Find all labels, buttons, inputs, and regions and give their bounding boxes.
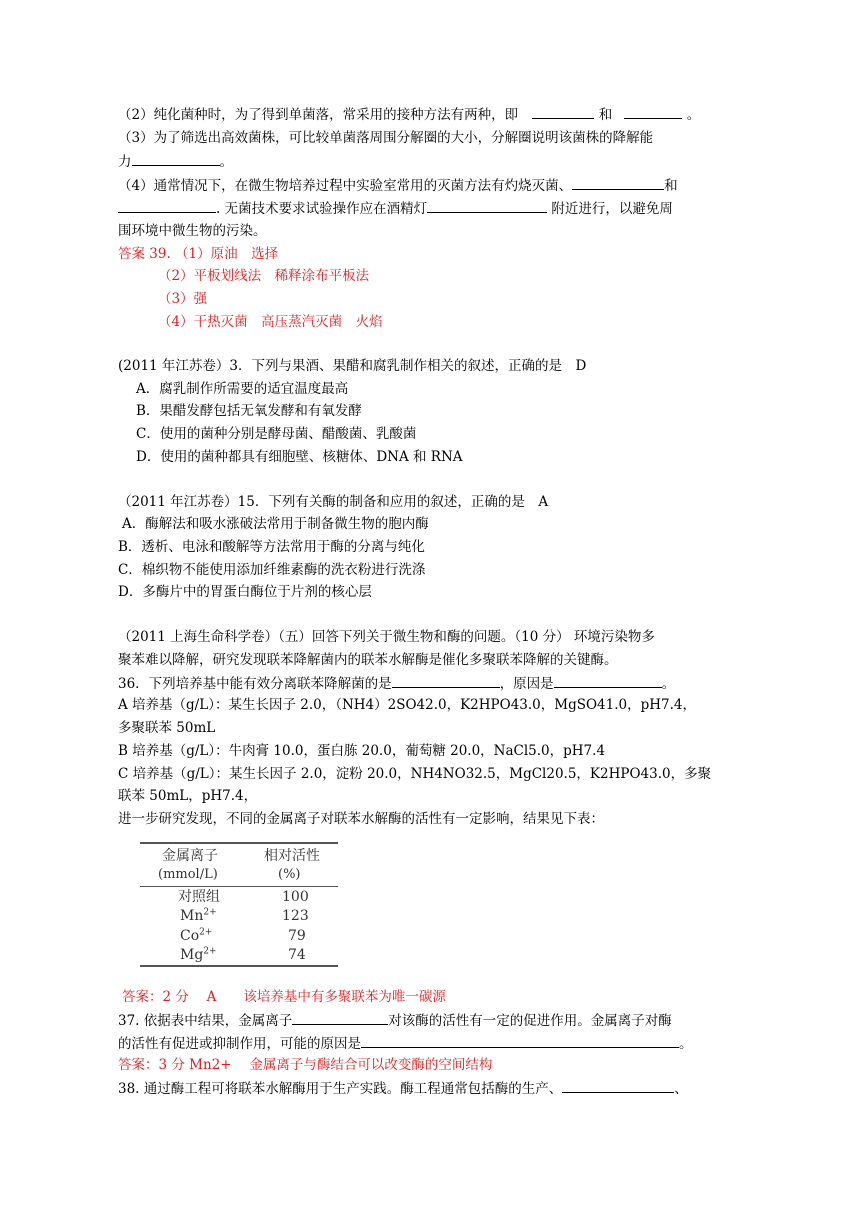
- q37-line2: [118, 1033, 693, 1054]
- medium-c-line1: C 培养基（g/L）：某生长因子 2.0，淀粉 20.0，NH4NO32.5，MgCl20.5，K2HPO43.0，多聚: [118, 766, 712, 782]
- medium-a-line1: A 培养基（g/L）：某生长因子 2.0，（NH4）2SO42.0，K2HPO43.0，MgSO41.0，pH7.4，: [118, 697, 696, 713]
- row-ion-mg: [180, 947, 217, 963]
- row-value-mn: 123: [282, 908, 309, 924]
- q39-part4-line3: 围环境中微生物的污染。: [118, 223, 267, 239]
- and-text: 和: [664, 178, 678, 194]
- metal-ion-activity-table: [140, 836, 340, 968]
- q15-option-a: A．酶解法和吸水涨破法常用于制备微生物的胞内酶: [122, 516, 429, 532]
- q36-stem: [118, 673, 675, 694]
- q37-text: 37. 依据表中结果，金属离子: [118, 1013, 293, 1029]
- period-text: 。: [679, 1036, 693, 1052]
- shanghai-intro-line1: （2011 上海生命科学卷）（五）回答下列关于微生物和酶的问题。（10 分） 环境污染物多: [118, 629, 655, 645]
- medium-c-line2: 联苯 50mL，pH7.4，: [118, 788, 258, 804]
- q38-line1: [118, 1078, 688, 1099]
- shanghai-intro-line2: 聚苯难以降解，研究发现联苯降解菌内的联苯水解酶是催化多聚联苯降解的关键酶。: [118, 652, 618, 668]
- answer-blank: [572, 175, 664, 190]
- answer-blank: [132, 151, 220, 166]
- and-text: 和: [598, 107, 613, 123]
- q37-text2: 对该酶的活性有一定的促进作用。金属离子对酶: [388, 1013, 672, 1029]
- q39-part3-line2: [118, 151, 233, 172]
- header-unit: (mmol/L): [158, 867, 218, 882]
- q39-part3-text: 力: [118, 154, 132, 170]
- q15-option-c: C．棉织物不能使用添加纤维素酶的洗衣粉进行洗涤: [118, 562, 426, 578]
- q3-option-b: B．果醋发酵包括无氧发酵和有氧发酵: [136, 403, 362, 419]
- answer-blank: [292, 1010, 388, 1025]
- q15-option-d: D．多酶片中的胃蛋白酶位于片剂的核心层: [118, 584, 372, 600]
- header-relative-activity: 相对活性: [264, 848, 320, 864]
- ion-symbol: Mn: [180, 908, 204, 924]
- q3-option-c: C．使用的菌种分别是酵母菌、醋酸菌、乳酸菌: [136, 426, 417, 442]
- answer-blank: [118, 198, 216, 213]
- answer-blank: [427, 198, 547, 213]
- header-metal-ion: 金属离子: [162, 848, 218, 864]
- q39-part2-text: （2）纯化菌种时，为了得到单菌落，常采用的接种方法有两种，即: [118, 107, 519, 123]
- q37-text3: 的活性有促进或抑制作用，可能的原因是: [118, 1036, 361, 1052]
- q39-answer-4: （4）干热灭菌 高压蒸汽灭菌 火焰: [158, 314, 383, 330]
- q39-part4-text: （4）通常情况下，在微生物培养过程中实验室常用的灭菌方法有灼烧灭菌、: [118, 178, 573, 194]
- q39-answer-3: （3）强: [158, 291, 208, 307]
- q36-text: 36．下列培养基中能有效分离联苯降解菌的是: [118, 676, 392, 692]
- q39-part3-line1: （3）为了筛选出高效菌株，可比较单菌落周围分解圈的大小，分解圈说明该菌株的降解能: [118, 130, 654, 146]
- q37-answer: 答案：3 分 Mn2+ 金属离子与酶结合可以改变酶的空间结构: [118, 1057, 493, 1073]
- row-value-control: 100: [282, 889, 309, 905]
- answer-blank: [532, 104, 594, 119]
- period-text: 。: [686, 107, 701, 123]
- q38-text: 38. 通过酶工程可将联苯水解酶用于生产实践。酶工程通常包括酶的生产、: [118, 1081, 563, 1097]
- q36-answer: 答案：2 分 A 该培养基中有多聚联苯为唯一碳源: [122, 989, 446, 1005]
- q39-part4-line2: [118, 198, 673, 219]
- further-research-text: 进一步研究发现，不同的金属离子对联苯水解酶的活性有一定影响，结果见下表：: [118, 811, 604, 827]
- q3-option-d: D．使用的菌种都具有细胞壁、核糖体、DNA 和 RNA: [136, 449, 463, 465]
- q37-line1: [118, 1010, 672, 1031]
- header-percent: (%): [278, 867, 301, 882]
- comma-text: 、: [674, 1081, 688, 1097]
- row-value-co: 79: [288, 928, 306, 944]
- row-ion-control: 对照组: [178, 889, 220, 905]
- q39-part4-text3: 附近进行，以避免周: [551, 201, 673, 217]
- period-text: 。: [661, 676, 676, 692]
- answer-blank: [624, 104, 682, 119]
- answer-blank: [554, 673, 662, 688]
- ion-charge: 2+: [199, 927, 213, 938]
- answer-blank: [392, 673, 500, 688]
- q39-answer-1: 答案 39. （1）原油 选择: [118, 246, 279, 262]
- q3-option-a: A．腐乳制作所需要的适宜温度最高: [136, 381, 349, 397]
- table-bottom-rule: [140, 965, 338, 967]
- ion-charge: 2+: [203, 907, 217, 918]
- ion-symbol: Co: [180, 928, 200, 944]
- q3-stem: (2011 年江苏卷）3．下列与果酒、果醋和腐乳制作相关的叙述，正确的是 D: [118, 358, 587, 374]
- row-ion-mn: [180, 908, 217, 924]
- q39-part2: [118, 104, 700, 125]
- q39-answer-2: （2）平板划线法 稀释涂布平板法: [158, 268, 370, 284]
- answer-blank: [361, 1033, 679, 1048]
- q39-part4-text2: . 无菌技术要求试验操作应在酒精灯: [216, 201, 428, 217]
- q36-text2: ，原因是: [499, 676, 554, 692]
- medium-b: B 培养基（g/L）：牛肉膏 10.0，蛋白胨 20.0，葡萄糖 20.0，NaCl5.0，pH7.4: [118, 743, 606, 759]
- q39-part4-line1: [118, 175, 678, 196]
- q15-option-b: B．透析、电泳和酸解等方法常用于酶的分离与纯化: [118, 539, 425, 555]
- answer-blank: [562, 1078, 674, 1093]
- table-mid-rule: [140, 886, 338, 887]
- period-text: 。: [219, 154, 233, 170]
- row-ion-co: [180, 928, 212, 944]
- row-value-mg: 74: [288, 947, 306, 963]
- medium-a-line2: 多聚联苯 50mL: [118, 720, 216, 736]
- ion-symbol: Mg: [180, 947, 204, 963]
- ion-charge: 2+: [203, 946, 217, 957]
- table-top-rule: [140, 842, 338, 844]
- q15-stem: （2011 年江苏卷）15．下列有关酶的制备和应用的叙述，正确的是 A: [118, 494, 549, 510]
